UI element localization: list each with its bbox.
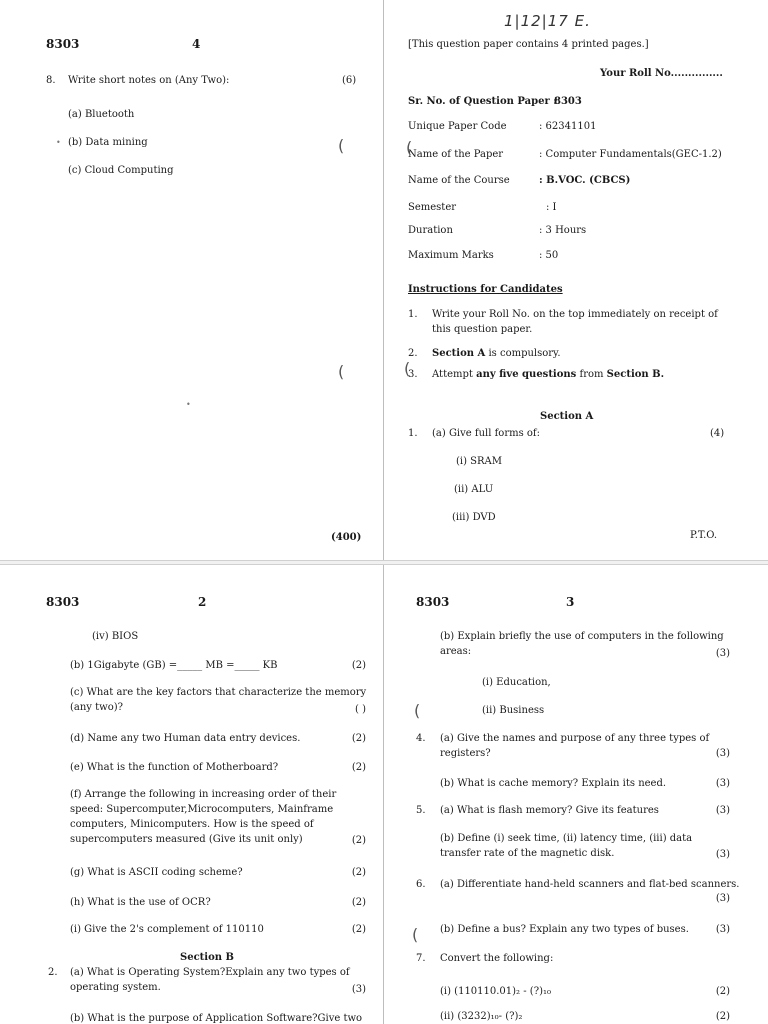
scan-mark: ( [412,925,419,944]
subquestion: (e) What is the function of Motherboard? [70,762,279,773]
subquestion: (ii) (3232)₁₀- (?)₂ [440,1011,523,1022]
question-marks: (2) [715,1011,730,1022]
subquestion: (h) What is the use of OCR? [70,897,211,908]
subquestion: (ii) Business [482,705,545,716]
subquestion: (c) What are the key factors that characterize the memory (any two)? [70,687,367,713]
info-value: : I [546,202,557,213]
scan-mark: ( [414,701,421,720]
paper-code: 8303 [46,595,80,609]
question-text: (a) Differentiate hand-held scanners and flat-bed scanners. [440,879,740,890]
instruction-rest: is compulsory. [485,348,561,359]
subquestion: (ii) ALU [454,484,494,495]
question-number: 6. [416,879,426,890]
question-marks: (2) [351,835,366,846]
question-number: 4. [416,733,426,744]
instruction-emphasis: Section B. [606,369,665,380]
info-value: : Computer Fundamentals(GEC-1.2) [539,149,722,160]
question-number: 7. [416,953,426,964]
info-label: Name of the Paper [408,149,504,160]
roll-number-field: Your Roll No............... [600,68,723,79]
question-text: (a) Give the names and purpose of any three types of registers? [440,733,710,759]
instruction-emphasis: any five questions [476,369,577,380]
scan-mark: ( [338,362,345,381]
question-marks: (2) [351,867,366,878]
question-marks: (3) [715,805,730,816]
instruction-number: 1. [408,309,418,320]
question-text: Write short notes on (Any Two): [68,75,230,86]
scan-mark: ( [338,136,345,155]
page-number: 4 [192,37,201,51]
question-marks: (2) [351,924,366,935]
question-marks: (3) [715,648,730,659]
question-text: (b) Define a bus? Explain any two types of buses. [440,924,689,935]
question-marks: (3) [715,748,730,759]
subquestion: (i) Give the 2's complement of 110110 [70,924,264,935]
question-marks: (3) [715,778,730,789]
please-turn-over: P.T.O. [690,530,718,541]
question-text: (b) What is the purpose of Application Software?Give two [70,1013,363,1024]
question-number: 2. [48,967,58,978]
question-marks: (3) [715,893,730,904]
info-value: : 62341101 [539,121,597,132]
paper-code: 8303 [416,595,450,609]
subquestion: (g) What is ASCII coding scheme? [70,867,243,878]
scan-mark: • [186,400,191,409]
subquestion: (d) Name any two Human data entry devices. [70,733,301,744]
subquestion: (i) Education, [482,677,551,688]
instruction-number: 2. [408,348,418,359]
subquestion: (b) 1Gigabyte (GB) =_____ MB =_____ KB [70,660,278,671]
subquestion: (iii) DVD [452,512,496,523]
question-number: 8. [46,75,56,86]
page-number: 2 [198,595,207,609]
info-value: : 50 [539,250,559,261]
section-heading: Section B [180,952,234,963]
page-2 [0,565,384,1024]
question-text: (b) What is cache memory? Explain its need. [440,778,667,789]
info-label: Name of the Course [408,175,510,186]
question-marks: (2) [715,986,730,997]
info-label: Sr. No. of Question Paper : [408,96,557,107]
question-marks: (3) [715,924,730,935]
question-text: (a) What is Operating System?Explain any two types of operating system. [70,967,350,993]
info-value: 8303 [554,96,582,107]
question-text: Convert the following: [440,953,554,964]
page-4 [0,0,384,560]
question-marks: (2) [351,733,366,744]
scan-mark: ( [404,359,411,378]
info-value: : B.VOC. (CBCS) [539,175,631,186]
page-number: 3 [566,595,575,609]
info-label: Duration [408,225,453,236]
question-text: (a) Give full forms of: [432,428,540,439]
paper-code: 8303 [46,37,80,51]
subquestion: (i) SRAM [456,456,503,467]
subquestion: (iv) BIOS [92,631,139,642]
instruction-rest: Attempt [432,369,477,380]
section-heading: Section A [540,411,594,422]
question-marks: ( ) [355,704,366,715]
subquestion: (b) Data mining [68,137,148,148]
question-number: 1. [408,428,418,439]
subquestion: (i) (110110.01)₂ - (?)₁₀ [440,986,551,997]
instruction-text [432,367,664,382]
question-marks: (3) [715,849,730,860]
info-label: Maximum Marks [408,250,494,261]
question-marks: (3) [351,984,366,995]
question-marks: (4) [710,428,725,439]
subquestion: (c) Cloud Computing [68,165,174,176]
copies-count: (400) [331,532,362,543]
instruction-number: 3. [408,369,418,380]
subquestion: (a) Bluetooth [68,109,135,120]
question-text: (a) What is flash memory? Give its features [440,805,659,816]
instruction-text: Write your Roll No. on the top immediately on receipt of this question paper. [432,309,718,335]
handwritten-date: 1|12|17 E. [504,12,591,30]
question-marks: (2) [351,762,366,773]
question-marks: (6) [342,75,357,86]
instructions-heading: Instructions for Candidates [408,284,563,295]
page-count-note: [This question paper contains 4 printed pages.] [408,39,649,50]
instruction-rest: from [576,369,607,380]
page-1 [384,0,768,560]
page-3 [384,565,768,1024]
subquestion: (f) Arrange the following in increasing order of their speed: Supercomputer,Microcomputers, Mainframe computers, Minicomputers. How is the speed of supercomputers measured (Give its unit only) [70,789,337,845]
info-value: : 3 Hours [539,225,587,236]
question-text: (b) Explain briefly the use of computers in the following areas: [440,631,724,657]
scan-mark: • [56,138,61,147]
question-marks: (2) [351,897,366,908]
question-marks: (2) [351,660,366,671]
question-number: 5. [416,805,426,816]
instruction-text [432,346,561,361]
scan-mark: ( [406,138,413,157]
question-text: (b) Define (i) seek time, (ii) latency time, (iii) data transfer rate of the magnetic disk. [440,833,693,859]
info-label: Unique Paper Code [408,121,507,132]
instruction-emphasis: Section A [432,348,486,359]
info-label: Semester [408,202,457,213]
